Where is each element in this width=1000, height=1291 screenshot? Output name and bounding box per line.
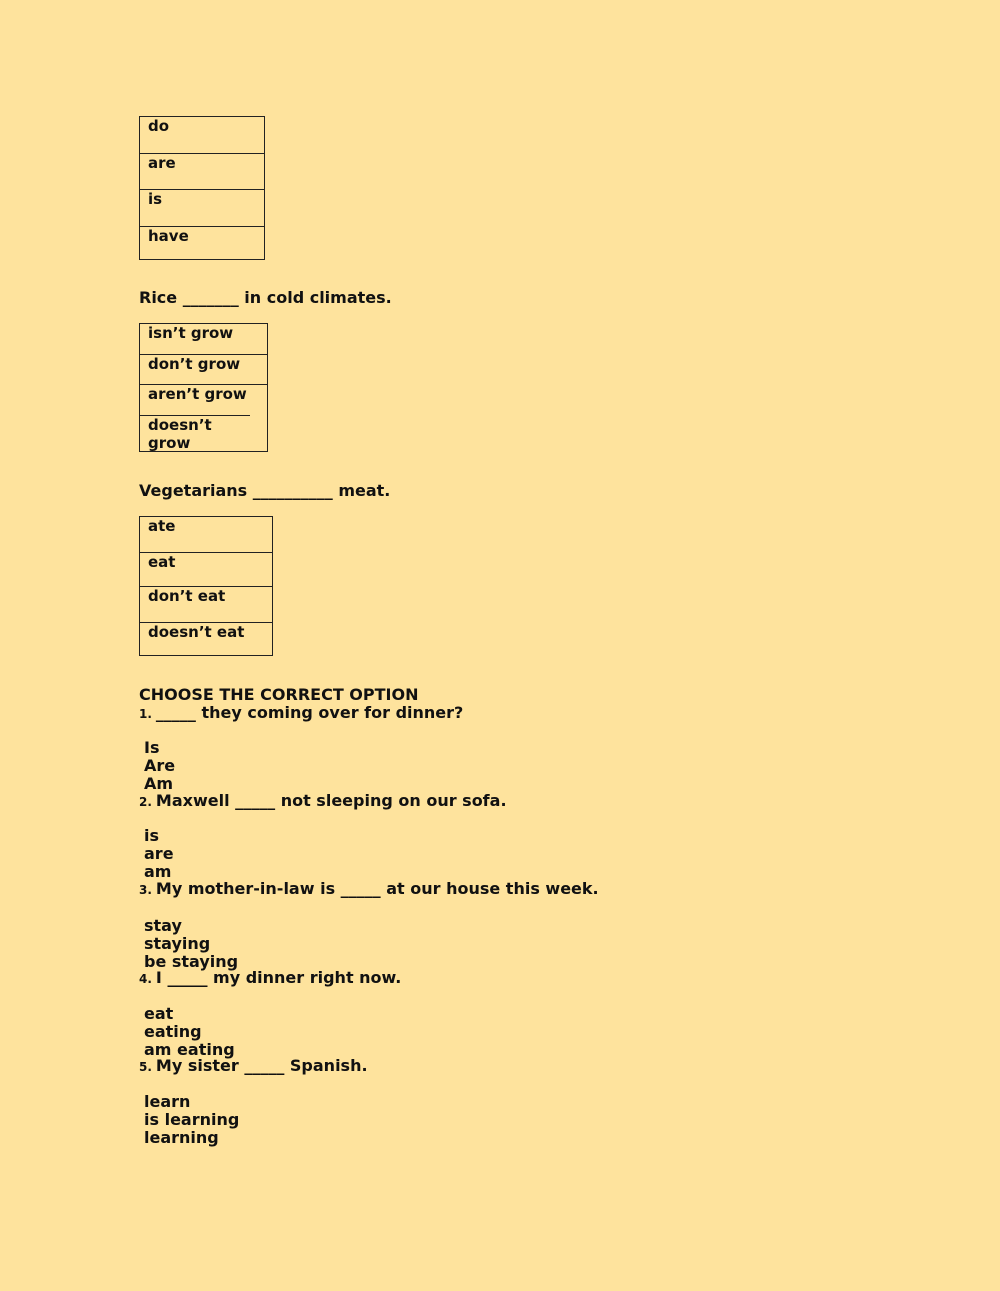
table-2-option-2[interactable]: don’t grow [140,354,267,384]
table-1-option-3[interactable]: is [140,189,264,226]
question-5-choice-1[interactable]: learn [144,1092,191,1111]
question-4-choice-2[interactable]: eating [144,1021,202,1041]
question-2-text: Maxwell _____ not sleeping on our sofa. [155,791,507,810]
question-4-choice-3[interactable]: am eating [144,1039,235,1059]
question-2-choice-2[interactable]: are [144,843,174,863]
question-3-choices [144,917,238,970]
question-5 [139,1057,368,1076]
table-1-option-2[interactable]: are [140,153,264,189]
question-2-choice-1[interactable]: is [144,826,160,845]
options-table-1 [139,116,265,260]
question-1-number: 1. [139,707,152,721]
table-3-option-3[interactable]: don’t eat [140,586,272,622]
question-1-choice-1[interactable]: Is [144,738,160,757]
question-4-number: 4. [139,972,152,986]
table-3-option-1[interactable]: ate [148,517,176,535]
question-1-choice-3[interactable]: Am [144,773,174,793]
question-4-choice-1[interactable]: eat [144,1004,174,1023]
question-5-text: My sister _____ Spanish. [155,1056,368,1075]
question-4-text: I _____ my dinner right now. [155,968,402,987]
question-3-choice-1[interactable]: stay [144,916,182,935]
question-5-number: 5. [139,1060,152,1074]
sentence-1: Rice _______ in cold climates. [139,288,392,307]
question-2-choices [144,827,174,880]
table-1-option-1[interactable]: do [148,117,170,135]
table-2-option-4[interactable]: doesn’t grow [140,415,250,451]
question-2-choice-3[interactable]: am [144,861,172,881]
question-3 [139,880,599,899]
question-3-text: My mother-in-law is _____ at our house this week. [155,879,599,898]
question-1-choice-2[interactable]: Are [144,755,176,775]
question-4-choices [144,1005,235,1058]
question-1 [139,704,463,723]
question-2-number: 2. [139,795,152,809]
table-2-option-1[interactable]: isn’t grow [148,324,234,342]
table-2-option-3[interactable]: aren’t grow [140,384,267,415]
question-1-choices [144,739,175,792]
question-1-text: _____ they coming over for dinner? [155,703,464,722]
question-2 [139,792,507,811]
section-heading: CHOOSE THE CORRECT OPTION [139,685,419,704]
question-5-choice-2[interactable]: is learning [144,1109,240,1129]
question-5-choices [144,1093,239,1146]
sentence-2: Vegetarians __________ meat. [139,481,391,500]
question-3-choice-3[interactable]: be staying [144,951,239,971]
table-3-option-4[interactable]: doesn’t eat [140,622,272,655]
question-3-number: 3. [139,883,152,897]
options-table-3 [139,516,273,656]
options-table-2 [139,323,268,452]
table-1-option-4[interactable]: have [140,226,264,259]
question-5-choice-3[interactable]: learning [144,1127,219,1147]
question-4 [139,969,401,988]
question-3-choice-2[interactable]: staying [144,933,211,953]
table-3-option-2[interactable]: eat [140,552,272,586]
